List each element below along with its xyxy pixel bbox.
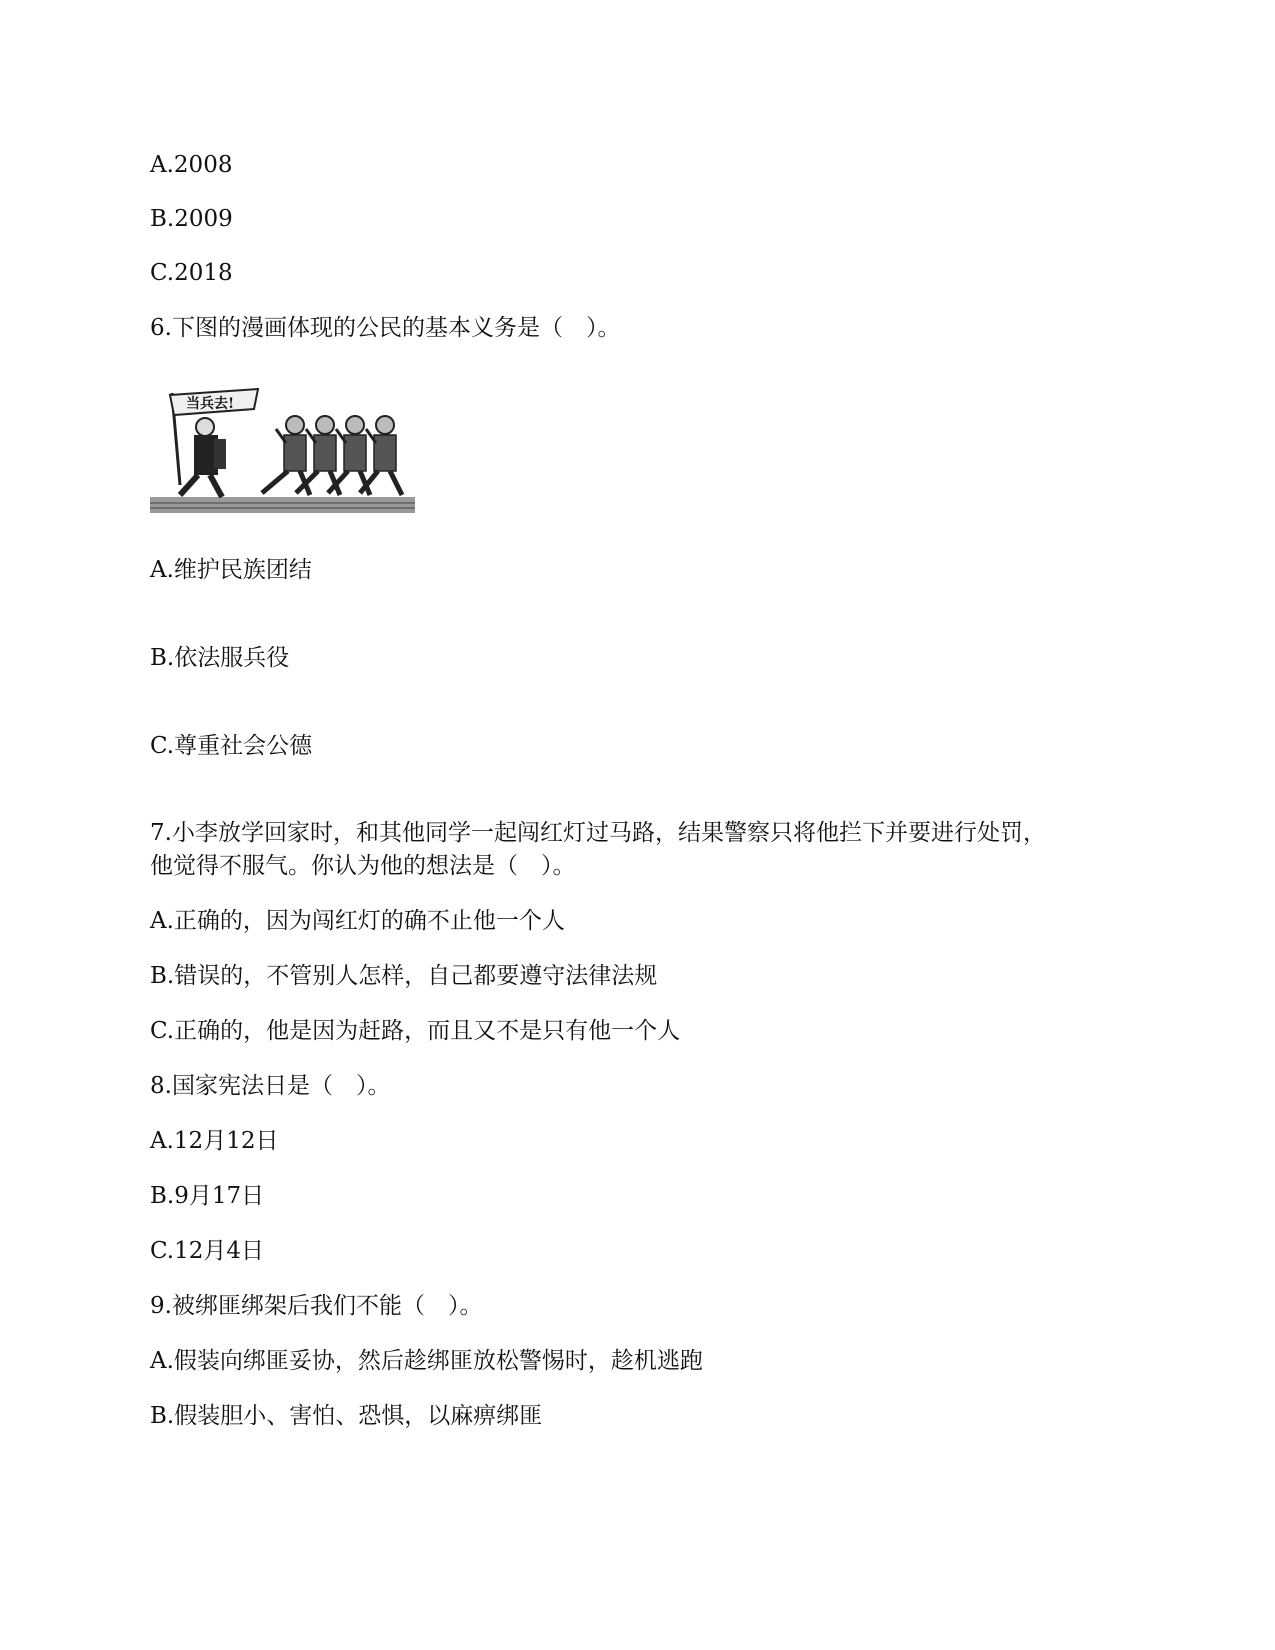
q9-option-a: A.假装向绑匪妥协，然后趁绑匪放松警惕时，趁机逃跑 — [150, 1348, 703, 1374]
q6-question: 6.下图的漫画体现的公民的基本义务是（ ）。 — [150, 315, 621, 341]
soldiers-cartoon-image — [150, 385, 415, 525]
q9-option-b: B.假装胆小、害怕、恐惧，以麻痹绑匪 — [150, 1403, 543, 1429]
q8-question: 8.国家宪法日是（ ）。 — [150, 1073, 391, 1099]
q5-option-c: C.2018 — [150, 260, 233, 286]
q6-option-b: B.依法服兵役 — [150, 645, 290, 671]
q8-option-a: A.12月12日 — [150, 1128, 279, 1154]
q6-option-c: C.尊重社会公德 — [150, 733, 313, 759]
q5-option-b: B.2009 — [150, 206, 233, 232]
q7-option-c: C.正确的，他是因为赶路，而且又不是只有他一个人 — [150, 1018, 681, 1044]
q6-option-a: A.维护民族团结 — [150, 557, 312, 583]
q7-option-a: A.正确的，因为闯红灯的确不止他一个人 — [150, 908, 565, 934]
q7-option-b: B.错误的，不管别人怎样，自己都要遵守法律法规 — [150, 963, 658, 989]
q7-question-line1: 7.小李放学回家时，和其他同学一起闯红灯过马路，结果警察只将他拦下并要进行处罚， — [150, 820, 1046, 846]
q9-question: 9.被绑匪绑架后我们不能（ ）。 — [150, 1293, 483, 1319]
q7-question-line2: 他觉得不服气。你认为他的想法是（ ）。 — [150, 853, 576, 879]
q5-option-a: A.2008 — [150, 152, 233, 178]
banner-text: 当兵去! — [186, 396, 235, 412]
q8-option-b: B.9月17日 — [150, 1183, 265, 1209]
q8-option-c: C.12月4日 — [150, 1238, 264, 1264]
